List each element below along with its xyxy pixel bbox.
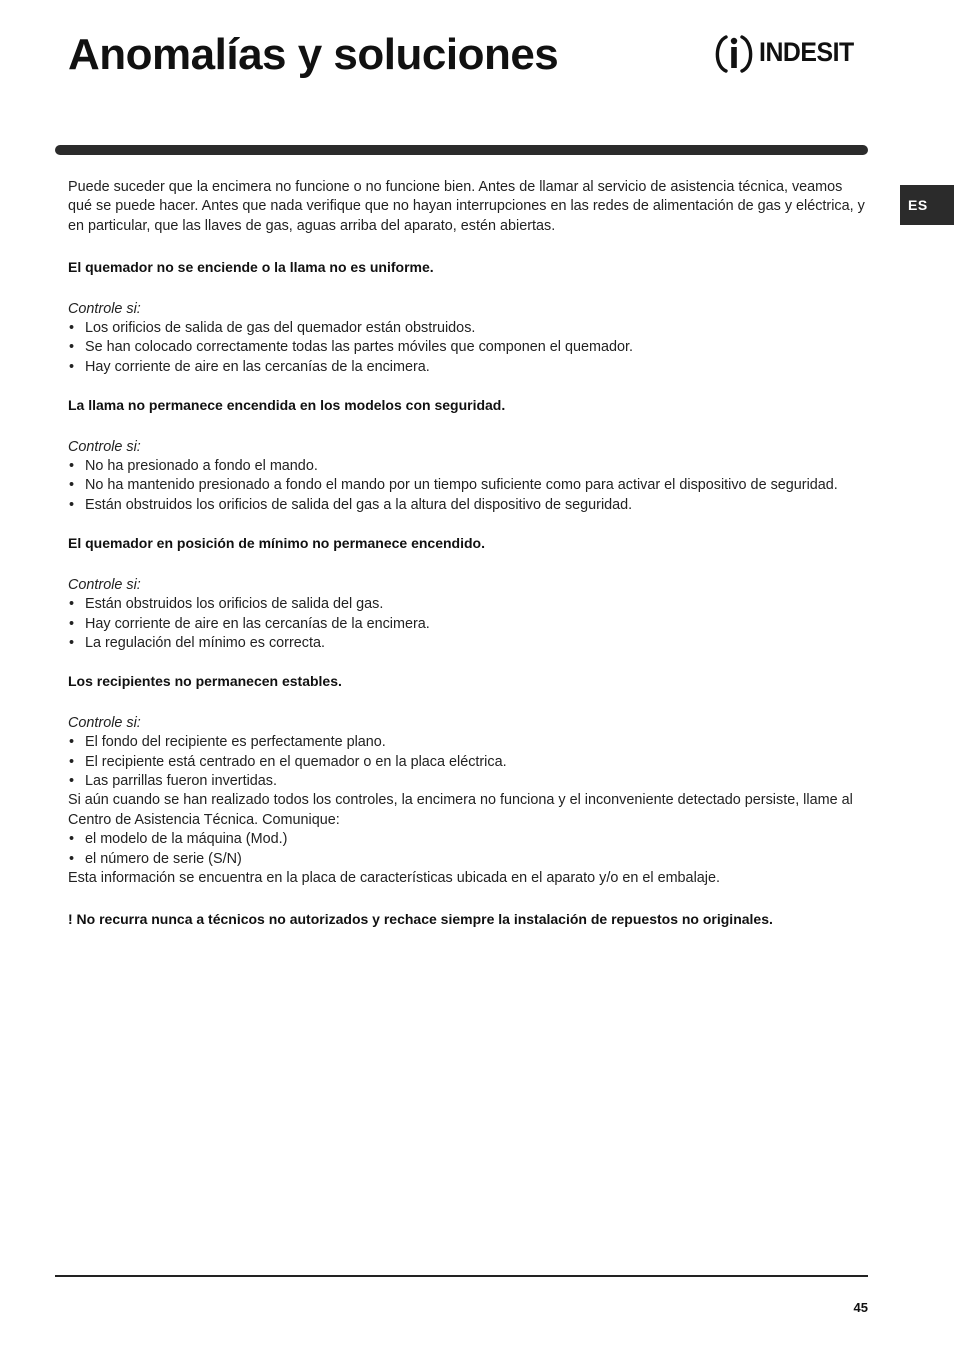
intro-paragraph: Puede suceder que la encimera no funcione o no funcione bien. Antes de llamar al servicio de asistencia técnica, veamos qué se puede hacer. Antes que nada verifique que no hayan interrupciones en las redes de alimentación de gas y eléctrica, y en particular, que las llaves de gas, aguas arriba del aparato, estén abiertas. <box>68 179 865 234</box>
indesit-i-icon <box>713 32 755 76</box>
list-item: • No ha mantenido presionado a fondo el mando por un tiempo suficiente como para activar el dispositivo de seguridad. <box>68 476 868 495</box>
brand-name: INDESIT <box>759 37 854 67</box>
check-list <box>68 733 868 791</box>
list-item: • Hay corriente de aire en las cercanías de la encimera. <box>68 358 868 377</box>
info-paragraph: Esta información se encuentra en la placa de características ubicada en el aparato y/o en el embalaje. <box>68 869 720 886</box>
controle-label: Controle si: <box>68 714 141 731</box>
section-3 <box>68 534 868 653</box>
list-item: • Los orificios de salida de gas del quemador están obstruidos. <box>68 319 868 338</box>
closing-paragraph: Si aún cuando se han realizado todos los controles, la encimera no funciona y el inconveniente detectado persiste, llame al Centro de Asistencia Técnica. Comunique: <box>68 792 853 828</box>
content <box>68 178 868 930</box>
check-list <box>68 457 868 515</box>
controle-label: Controle si: <box>68 576 141 593</box>
brand-logo <box>713 32 873 76</box>
section-1 <box>68 258 868 377</box>
section-heading: Los recipientes no permanecen estables. <box>68 673 342 690</box>
section-heading: El quemador en posición de mínimo no permanece encendido. <box>68 535 485 552</box>
language-tab: ES <box>900 185 954 225</box>
warning-note: ! No recurra nunca a técnicos no autorizados y rechace siempre la instalación de repuestos no originales. <box>68 911 773 928</box>
list-item: • Las parrillas fueron invertidas. <box>68 772 868 791</box>
list-item: • Están obstruidos los orificios de salida del gas. <box>68 595 868 614</box>
list-item: • el modelo de la máquina (Mod.) <box>68 830 868 849</box>
list-item: • No ha presionado a fondo el mando. <box>68 457 868 476</box>
communicate-list <box>68 830 868 869</box>
page-number: 45 <box>853 1300 868 1315</box>
section-heading: El quemador no se enciende o la llama no es uniforme. <box>68 259 434 276</box>
section-4 <box>68 672 868 888</box>
list-item: • Hay corriente de aire en las cercanías de la encimera. <box>68 615 868 634</box>
list-item: • La regulación del mínimo es correcta. <box>68 634 868 653</box>
list-item: • Están obstruidos los orificios de salida del gas a la altura del dispositivo de seguridad. <box>68 496 868 515</box>
list-item: • El fondo del recipiente es perfectamente plano. <box>68 733 868 752</box>
list-item: • el número de serie (S/N) <box>68 850 868 869</box>
check-list <box>68 595 868 653</box>
section-2 <box>68 396 868 515</box>
footer-divider <box>55 1275 868 1277</box>
controle-label: Controle si: <box>68 300 141 317</box>
section-heading: La llama no permanece encendida en los modelos con seguridad. <box>68 397 506 414</box>
page-title: Anomalías y soluciones <box>68 30 559 79</box>
list-item: • Se han colocado correctamente todas las partes móviles que componen el quemador. <box>68 338 868 357</box>
header-divider <box>55 145 868 155</box>
check-list <box>68 319 868 377</box>
list-item: • El recipiente está centrado en el quemador o en la placa eléctrica. <box>68 753 868 772</box>
controle-label: Controle si: <box>68 438 141 455</box>
